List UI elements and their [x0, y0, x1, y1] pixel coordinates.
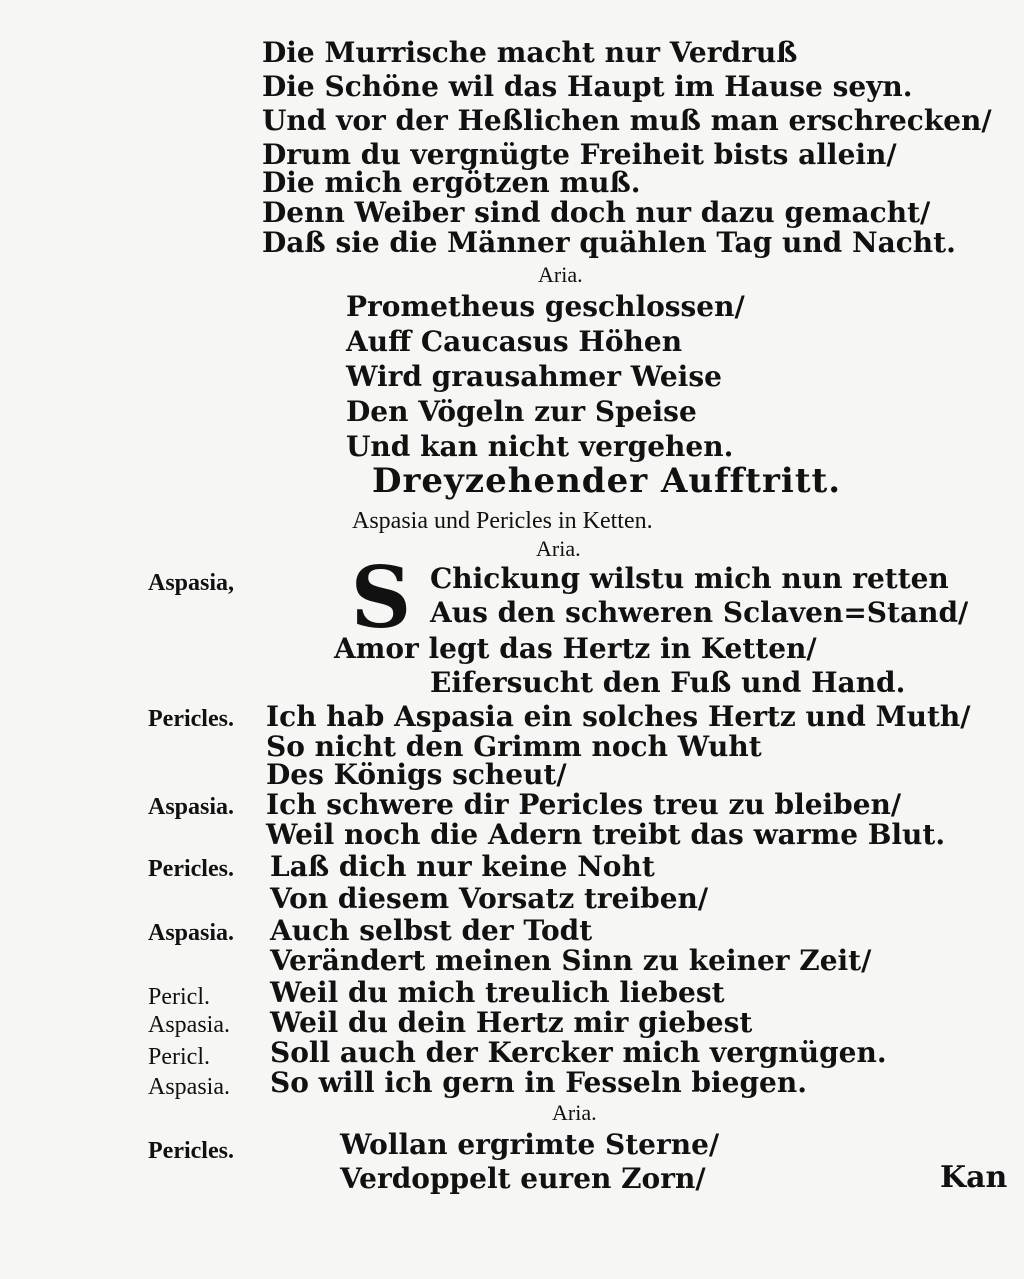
- dialogue-line: Laß dich nur keine Noht: [270, 850, 655, 883]
- aria-line: Verdoppelt euren Zorn/: [340, 1162, 706, 1195]
- aria-heading: Aria.: [552, 1100, 597, 1125]
- aria-heading: Aria.: [538, 262, 583, 287]
- verse-line: Daß sie die Männer quählen Tag und Nacht.: [262, 226, 956, 259]
- speaker-label: Aspasia,: [148, 570, 235, 596]
- aria-line: Auff Caucasus Höhen: [346, 325, 683, 358]
- dialogue-line: Verändert meinen Sinn zu keiner Zeit/: [270, 944, 872, 977]
- aria-line: Wollan ergrimte Sterne/: [340, 1128, 720, 1161]
- speaker-label: Pericles.: [148, 856, 234, 882]
- dialogue-line: Weil du dein Hertz mir giebest: [270, 1006, 753, 1039]
- decorated-initial: S: [350, 548, 412, 647]
- aria-line: Prometheus geschlossen/: [346, 290, 745, 323]
- speaker-label: Aspasia.: [148, 794, 235, 820]
- speaker-label: Aspasia.: [148, 1074, 230, 1100]
- verse-line: Die Schöne wil das Haupt im Hause seyn.: [262, 70, 913, 103]
- aria-line: Eifersucht den Fuß und Hand.: [430, 666, 906, 699]
- dialogue-line: Ich schwere dir Pericles treu zu bleiben/: [266, 788, 902, 821]
- aria-line: Den Vögeln zur Speise: [346, 395, 697, 428]
- verse-line: Die Murrische macht nur Verdruß: [262, 36, 798, 69]
- aria-heading: Aria.: [536, 536, 581, 561]
- aria-line: Wird grausahmer Weise: [346, 360, 722, 393]
- dialogue-line: Ich hab Aspasia ein solches Hertz und Muth/: [266, 700, 971, 733]
- verse-line: Denn Weiber sind doch nur dazu gemacht/: [262, 196, 931, 229]
- aria-line: Amor legt das Hertz in Ketten/: [334, 632, 817, 665]
- speaker-label: Aspasia.: [148, 1012, 230, 1038]
- dialogue-line: Von diesem Vorsatz treiben/: [270, 882, 709, 915]
- aria-line: Und kan nicht vergehen.: [346, 430, 734, 463]
- dialogue-line: So nicht den Grimm noch Wuht: [266, 730, 762, 763]
- dialogue-line: Des Königs scheut/: [266, 758, 567, 791]
- dialogue-line: Weil noch die Adern treibt das warme Blut.: [266, 818, 946, 851]
- verse-line: Drum du vergnügte Freiheit bists allein/: [262, 138, 897, 171]
- speaker-label: Pericles.: [148, 1138, 234, 1164]
- dialogue-line: Soll auch der Kercker mich vergnügen.: [270, 1036, 887, 1069]
- speaker-label: Aspasia.: [148, 920, 235, 946]
- dialogue-line: Weil du mich treulich liebest: [270, 976, 725, 1009]
- speaker-label: Pericl.: [148, 984, 210, 1010]
- dialogue-line: Auch selbst der Todt: [270, 914, 593, 947]
- verse-line: Die mich ergötzen muß.: [262, 166, 641, 199]
- catchword: Kan: [940, 1160, 1008, 1195]
- aria-line: Chickung wilstu mich nun retten: [430, 562, 949, 595]
- dialogue-line: So will ich gern in Fesseln biegen.: [270, 1066, 807, 1099]
- speaker-label: Pericl.: [148, 1044, 210, 1070]
- aria-line: Aus den schweren Sclaven=Stand/: [430, 596, 969, 629]
- scene-title: Dreyzehender Aufftritt.: [372, 461, 842, 501]
- verse-line: Und vor der Heßlichen muß man erschrecken/: [262, 104, 992, 137]
- speaker-label: Pericles.: [148, 706, 234, 732]
- scene-characters: Aspasia und Pericles in Ketten.: [352, 508, 653, 534]
